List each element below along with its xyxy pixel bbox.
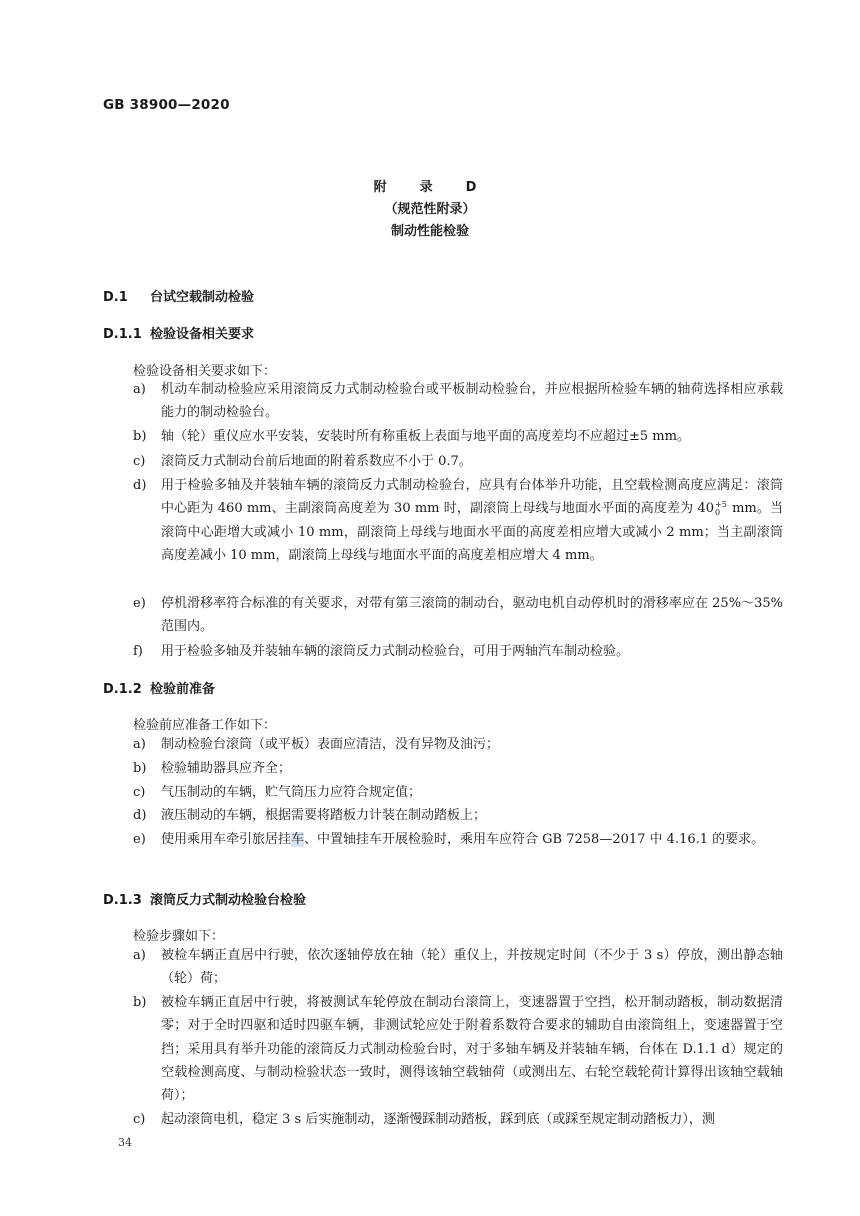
appendix-title-block xyxy=(0,177,860,243)
item-text: 检验辅助器具应齐全； xyxy=(161,761,292,776)
highlighted-text: 车 xyxy=(291,832,305,847)
section-title: 台试空载制动检验 xyxy=(150,290,255,305)
item-text: 机动车制动检验应采用滚筒反力式制动检验台或平板制动检验台，并应根据所检验车辆的轴荷选择相应承载能力的制动检验台。 xyxy=(161,382,783,421)
list-item xyxy=(133,592,783,639)
list-item xyxy=(133,944,783,991)
list-item xyxy=(133,757,783,780)
appendix-title: 附 录 D xyxy=(373,180,487,195)
item-marker: c) xyxy=(133,1112,146,1127)
item-text-part: 使用乘用车牵引旅居挂 xyxy=(161,832,292,847)
list-item xyxy=(133,828,783,851)
item-marker: c) xyxy=(133,785,146,800)
item-text-part: mm。当滚筒中心距增大或减小 10 mm，副滚筒上母线与地面水平面的高度差相应增大或减小 2 mm；当主副滚筒高度差减小 10 mm，副滚筒上母线与地面水平面的高度差相应增大 4 mm。 xyxy=(161,501,784,563)
section-d11-heading xyxy=(103,323,254,342)
section-title: 滚筒反力式制动检验台检验 xyxy=(150,893,307,908)
item-marker: b) xyxy=(133,995,147,1010)
item-marker: e) xyxy=(133,596,146,611)
section-intro: 检验设备相关要求如下： xyxy=(133,364,277,379)
item-text: 滚筒反力式制动台前后地面的附着系数应不小于 0.7。 xyxy=(161,454,472,469)
item-marker: e) xyxy=(133,832,146,847)
item-text: 起动滚筒电机，稳定 3 s 后实施制动，逐渐慢踩制动踏板，踩到底（或踩至规定制动踏板力），测 xyxy=(161,1112,715,1127)
appendix-subtitle: （规范性附录） xyxy=(384,202,476,217)
item-text: 液压制动的车辆，根据需要将踏板力计装在制动踏板上； xyxy=(161,808,487,823)
item-text xyxy=(161,474,783,567)
item-marker: a) xyxy=(133,382,146,397)
list-item xyxy=(133,733,783,756)
list-item xyxy=(133,804,783,827)
item-marker: b) xyxy=(133,429,147,444)
item-text-part: 、中置轴挂车开展检验时，乘用车应符合 GB 7258—2017 中 4.16.1 的要求。 xyxy=(304,832,765,847)
list-item xyxy=(133,640,783,663)
section-d13-heading xyxy=(103,889,306,908)
item-marker: d) xyxy=(133,808,147,823)
standard-number: GB 38900—2020 xyxy=(103,97,230,113)
item-text: 被检车辆正直居中行驶，将被测试车轮停放在制动台滚筒上，变速器置于空挡，松开制动踏板，制动数据清零；对于全时四驱和适时四驱车辆，非测试轮应处于附着系数符合要求的辅助自由滚筒组上，变速器置于空挡；采用具有举升功能的滚筒反力式制动检验台时，对于多轴车辆及并装轴车辆，台体在 D.1.1 d）规定的空载检测高度、与制动检验状态一致时，测得该轴空载轴荷（或测出左、右轮空载轮荷计算得出该轴空载轴荷）； xyxy=(161,995,783,1104)
list-item xyxy=(133,991,783,1107)
section-intro: 检验前应准备工作如下： xyxy=(133,718,277,733)
list-item xyxy=(133,474,783,567)
item-text: 制动检验台滚筒（或平板）表面应清洁，没有异物及油污； xyxy=(161,737,500,752)
tolerance-lower: 0 xyxy=(715,507,721,517)
item-text-part: 用于检验多轴及并装轴车辆的滚筒反力式制动检验台，应具有台体举升功能，且空载检测高度应满足：滚筒中心距为 460 mm、主副滚筒高度差为 30 mm 时，副滚筒上母线与地面水平面的高度差为 40 xyxy=(161,478,783,517)
item-marker: a) xyxy=(133,948,146,963)
section-number: D.1 xyxy=(103,290,128,305)
section-d1-heading xyxy=(103,286,254,305)
list-item xyxy=(133,450,783,473)
item-text: 用于检验多轴及并装轴车辆的滚筒反力式制动检验台，可用于两轴汽车制动检验。 xyxy=(161,644,630,659)
section-number: D.1.2 xyxy=(103,682,142,697)
item-marker: d) xyxy=(133,478,147,493)
section-d12-heading xyxy=(103,678,215,697)
list-item xyxy=(133,1108,783,1131)
list-item xyxy=(133,378,783,425)
tolerance xyxy=(715,501,727,517)
item-marker: a) xyxy=(133,737,146,752)
item-marker: c) xyxy=(133,454,146,469)
tolerance-upper: +5 xyxy=(715,499,727,509)
item-text: 被检车辆正直居中行驶，依次逐轴停放在轴（轮）重仪上，并按规定时间（不少于 3 s）停放，测出静态轴（轮）荷； xyxy=(161,948,783,987)
list-item xyxy=(133,781,783,804)
item-text xyxy=(161,828,783,851)
item-text: 停机滑移率符合标准的有关要求，对带有第三滚筒的制动台，驱动电机自动停机时的滑移率应在 25%～35%范围内。 xyxy=(161,596,783,635)
item-text: 轴（轮）重仪应水平安装，安装时所有称重板上表面与地平面的高度差均不应超过±5 mm。 xyxy=(161,429,690,444)
item-text: 气压制动的车辆，贮气筒压力应符合规定值； xyxy=(161,785,422,800)
section-intro: 检验步骤如下： xyxy=(133,929,225,944)
item-marker: b) xyxy=(133,761,147,776)
appendix-name: 制动性能检验 xyxy=(390,224,469,239)
section-title: 检验前准备 xyxy=(150,682,216,697)
list-item xyxy=(133,425,783,448)
section-number: D.1.1 xyxy=(103,327,142,342)
page-number: 34 xyxy=(118,1136,132,1149)
item-marker: f) xyxy=(133,644,143,659)
section-title: 检验设备相关要求 xyxy=(150,327,255,342)
section-number: D.1.3 xyxy=(103,893,142,908)
